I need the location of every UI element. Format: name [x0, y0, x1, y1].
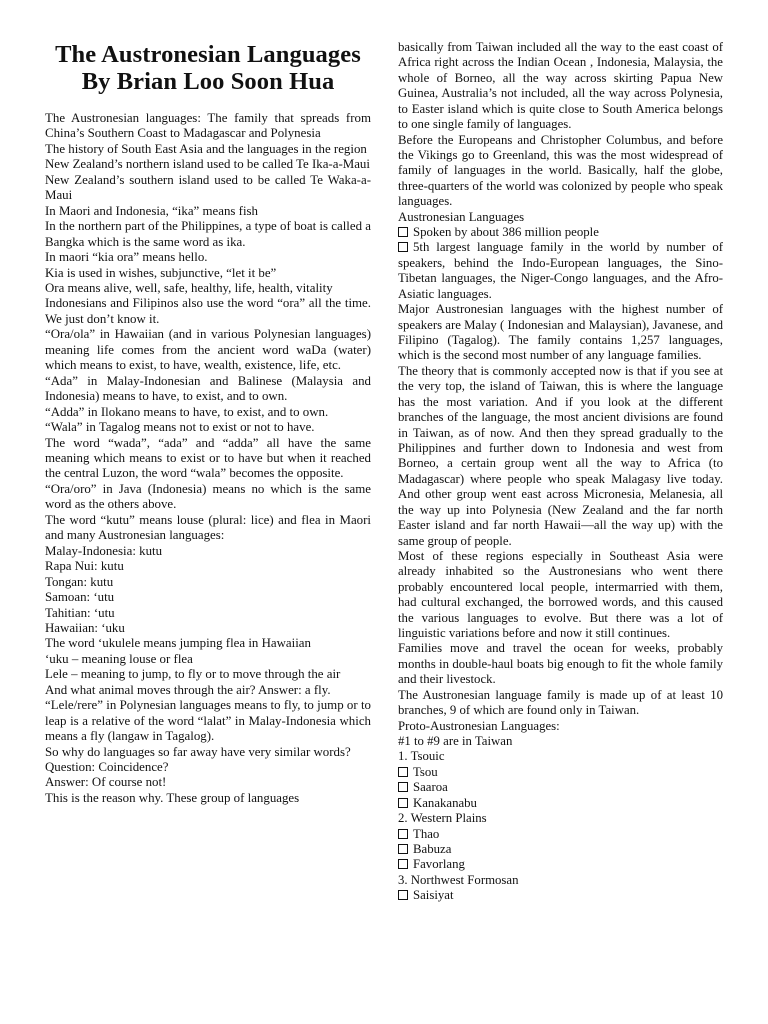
paragraph: “Lele/rere” in Polynesian languages means to fly, to jump or to leap is a relative of the word “lalat” in Malay-Indonesia which means a fly (langaw in Tagalog).: [45, 698, 371, 744]
paragraph: [398, 210, 723, 225]
paragraph: [398, 302, 723, 364]
paragraph-text: Saisiyat: [413, 888, 454, 903]
paragraph: [398, 641, 723, 687]
paragraph: The word “wada”, “ada” and “adda” all have the same meaning which means to exist or to have but when it reached the central Luzon, the word “wala” becomes the opposite.: [45, 435, 371, 481]
paragraph: Rapa Nui: kutu: [45, 559, 124, 574]
checkbox-icon: [398, 242, 408, 252]
paragraph-text: Proto-Austronesian Languages:: [398, 718, 560, 733]
page-title: The Austronesian Languages By Brian Loo Soon Hua: [55, 41, 361, 95]
paragraph: [398, 811, 723, 826]
paragraph: Lele – meaning to jump, to fly or to move through the air: [45, 667, 341, 682]
checkbox-list-item: [398, 765, 723, 780]
paragraph: The Austronesian languages: The family that spreads from China’s Southern Coast to Madagascar and Polynesia: [45, 111, 371, 141]
paragraph: [398, 734, 723, 749]
paragraph-text: Favorlang: [413, 857, 465, 872]
paragraph-text: 3. Northwest Formosan: [398, 872, 519, 887]
checkbox-list-item: [398, 240, 723, 302]
paragraph: ‘uku – meaning louse or flea: [45, 651, 193, 666]
checkbox-icon: [398, 844, 408, 854]
right-column: [398, 0, 723, 904]
paragraph-text: The theory that is commonly accepted now is that if you see at the very top, the island of Taiwan, this is where the language has the most variation. And if you look at the different branches of the language, the most ancient divisions are found in Taiwan, as of now. And then they spread gradually to the Philippines and further down to Indonesia and west from Borneo, a certain group went all the way to Africa (to Madagascar) where people who speak Malagasy live today. And other group went east across Micronesia, Melanesia, all the way up into Polynesia (New Zealand and the far north Easter island and far north Hawaii—all the way up) with the same group of people.: [398, 363, 723, 548]
paragraph: In the northern part of the Philippines, a type of boat is called a Bangka which is the same word as ika.: [45, 219, 371, 249]
checkbox-list-item: [398, 842, 723, 857]
checkbox-list-item: [398, 857, 723, 872]
paragraph: In Maori and Indonesia, “ika” means fish: [45, 203, 258, 218]
paragraph: In maori “kia ora” means hello.: [45, 250, 208, 265]
paragraph: Answer: Of course not!: [45, 775, 167, 790]
paragraph: Malay-Indonesia: kutu: [45, 543, 163, 558]
paragraph-text: Thao: [413, 826, 440, 841]
paragraph: “Ora/ola” in Hawaiian (and in various Polynesian languages) meaning life comes from the ancient word waDa (water) which means to exist, to have, wealth, existence, life, etc.: [45, 327, 371, 373]
paragraph: [398, 749, 723, 764]
paragraph: [398, 133, 723, 210]
paragraph: Tongan: kutu: [45, 574, 114, 589]
paragraph-text: 1. Tsouic: [398, 749, 445, 764]
paragraph: [398, 549, 723, 642]
paragraph-text: Major Austronesian languages with the highest number of speakers are Malay ( Indonesian and Malaysian), Javanese, and Filipino (Tagalog). The family contains 1,257 languages, which is the second most number of any language families.: [398, 302, 723, 363]
checkbox-icon: [398, 782, 408, 792]
paragraph: And what animal moves through the air? Answer: a fly.: [45, 682, 331, 697]
paragraph-text: Tsou: [413, 764, 438, 779]
paragraph-text: Kanakanabu: [413, 795, 477, 810]
paragraph: Hawaiian: ‘uku: [45, 620, 125, 635]
paragraph: New Zealand’s southern island used to be called Te Waka-a-Maui: [45, 172, 371, 203]
paragraph: “Ada” in Malay-Indonesian and Balinese (Malaysia and Indonesia) means to have, to exist, and to own.: [45, 373, 371, 404]
paragraph-text: Spoken by about 386 million people: [413, 225, 599, 240]
paragraph: “Wala” in Tagalog means not to exist or not to have.: [45, 420, 315, 435]
checkbox-list-item: [398, 780, 723, 795]
paragraph-text: Before the Europeans and Christopher Columbus, and before the Vikings go to Greenland, this was the most widespread of family of languages in the world. Basically, half the globe, three-quarters of the world was colonized by people who speak languages.: [398, 132, 723, 209]
checkbox-list-item: [398, 225, 723, 240]
checkbox-icon: [398, 227, 408, 237]
paragraph: Ora means alive, well, safe, healthy, life, health, vitality: [45, 280, 333, 295]
paragraph: “Ora/oro” in Java (Indonesia) means no which is the same word as the others above.: [45, 481, 371, 512]
checkbox-icon: [398, 829, 408, 839]
paragraph-text: Most of these regions especially in Southeast Asia were already inhabited so the Austronesians who went there probably encountered local people, intermarried with them, had cultural exchanged, the borrowed words, and this caused the various languages to evolve. But there was a lot of linguistic variations before and now it still continues.: [398, 548, 723, 641]
paragraph: The word ‘ukulele means jumping flea in Hawaiian: [45, 636, 311, 651]
paragraph: This is the reason why. These group of languages: [45, 790, 300, 805]
paragraph-text: basically from Taiwan included all the way to the east coast of Africa right across the Indian Ocean , Indonesia, Malaysia, the whole of Borneo, all the way across skirting Papua New Guinea, Australia’s not included, all the way across Polynesia, to Easter island which is quite close to South America belongs to one single family of languages.: [398, 40, 723, 132]
checkbox-icon: [398, 798, 408, 808]
paragraph-text: Families move and travel the ocean for weeks, probably months in double-haul boats big enough to fit the whole family and their livestock.: [398, 641, 723, 687]
paragraph: [398, 873, 723, 888]
paragraph-text: Saaroa: [413, 780, 448, 795]
paragraph: New Zealand’s northern island used to be called Te Ika-a-Maui: [45, 157, 370, 172]
paragraph-text: The Austronesian language family is made up of at least 10 branches, 9 of which are found only in Taiwan.: [398, 687, 723, 718]
checkbox-list-item: [398, 796, 723, 811]
paragraph: The word “kutu” means louse (plural: lice) and flea in Maori and many Austronesian languages:: [45, 512, 371, 543]
checkbox-list-item: [398, 827, 723, 842]
paragraph-text: Austronesian Languages: [398, 209, 525, 224]
paragraph: [398, 364, 723, 549]
paragraph: Indonesians and Filipinos also use the word “ora” all the time. We just don’t know it.: [45, 296, 371, 326]
checkbox-icon: [398, 767, 408, 777]
paragraph: [398, 40, 723, 133]
paragraph: [398, 688, 723, 719]
paragraph-text: 2. Western Plains: [398, 811, 487, 826]
paragraph: [398, 719, 723, 734]
paragraph: Samoan: ‘utu: [45, 590, 115, 605]
paragraph: Question: Coincidence?: [45, 760, 169, 775]
checkbox-icon: [398, 859, 408, 869]
checkbox-icon: [398, 890, 408, 900]
paragraph: “Adda” in Ilokano means to have, to exist, and to own.: [45, 404, 329, 419]
paragraph-text: #1 to #9 are in Taiwan: [398, 733, 513, 748]
checkbox-list-item: [398, 888, 723, 903]
paragraph: So why do languages so far away have very similar words?: [45, 744, 351, 759]
right-body: [398, 40, 723, 904]
paragraph-text: Babuza: [413, 841, 452, 856]
paragraph: The history of South East Asia and the languages in the region: [45, 141, 367, 156]
left-column: [45, 0, 371, 806]
paragraph: Tahitian: ‘utu: [45, 605, 115, 620]
paragraph-text: 5th largest language family in the world by number of speakers, behind the Indo-European languages, the Sino-Tibetan languages, the Niger-Congo languages, and the Afro-Asiatic languages.: [398, 240, 723, 301]
paragraph: Kia is used in wishes, subjunctive, “let it be”: [45, 265, 277, 280]
left-body: [45, 111, 371, 806]
